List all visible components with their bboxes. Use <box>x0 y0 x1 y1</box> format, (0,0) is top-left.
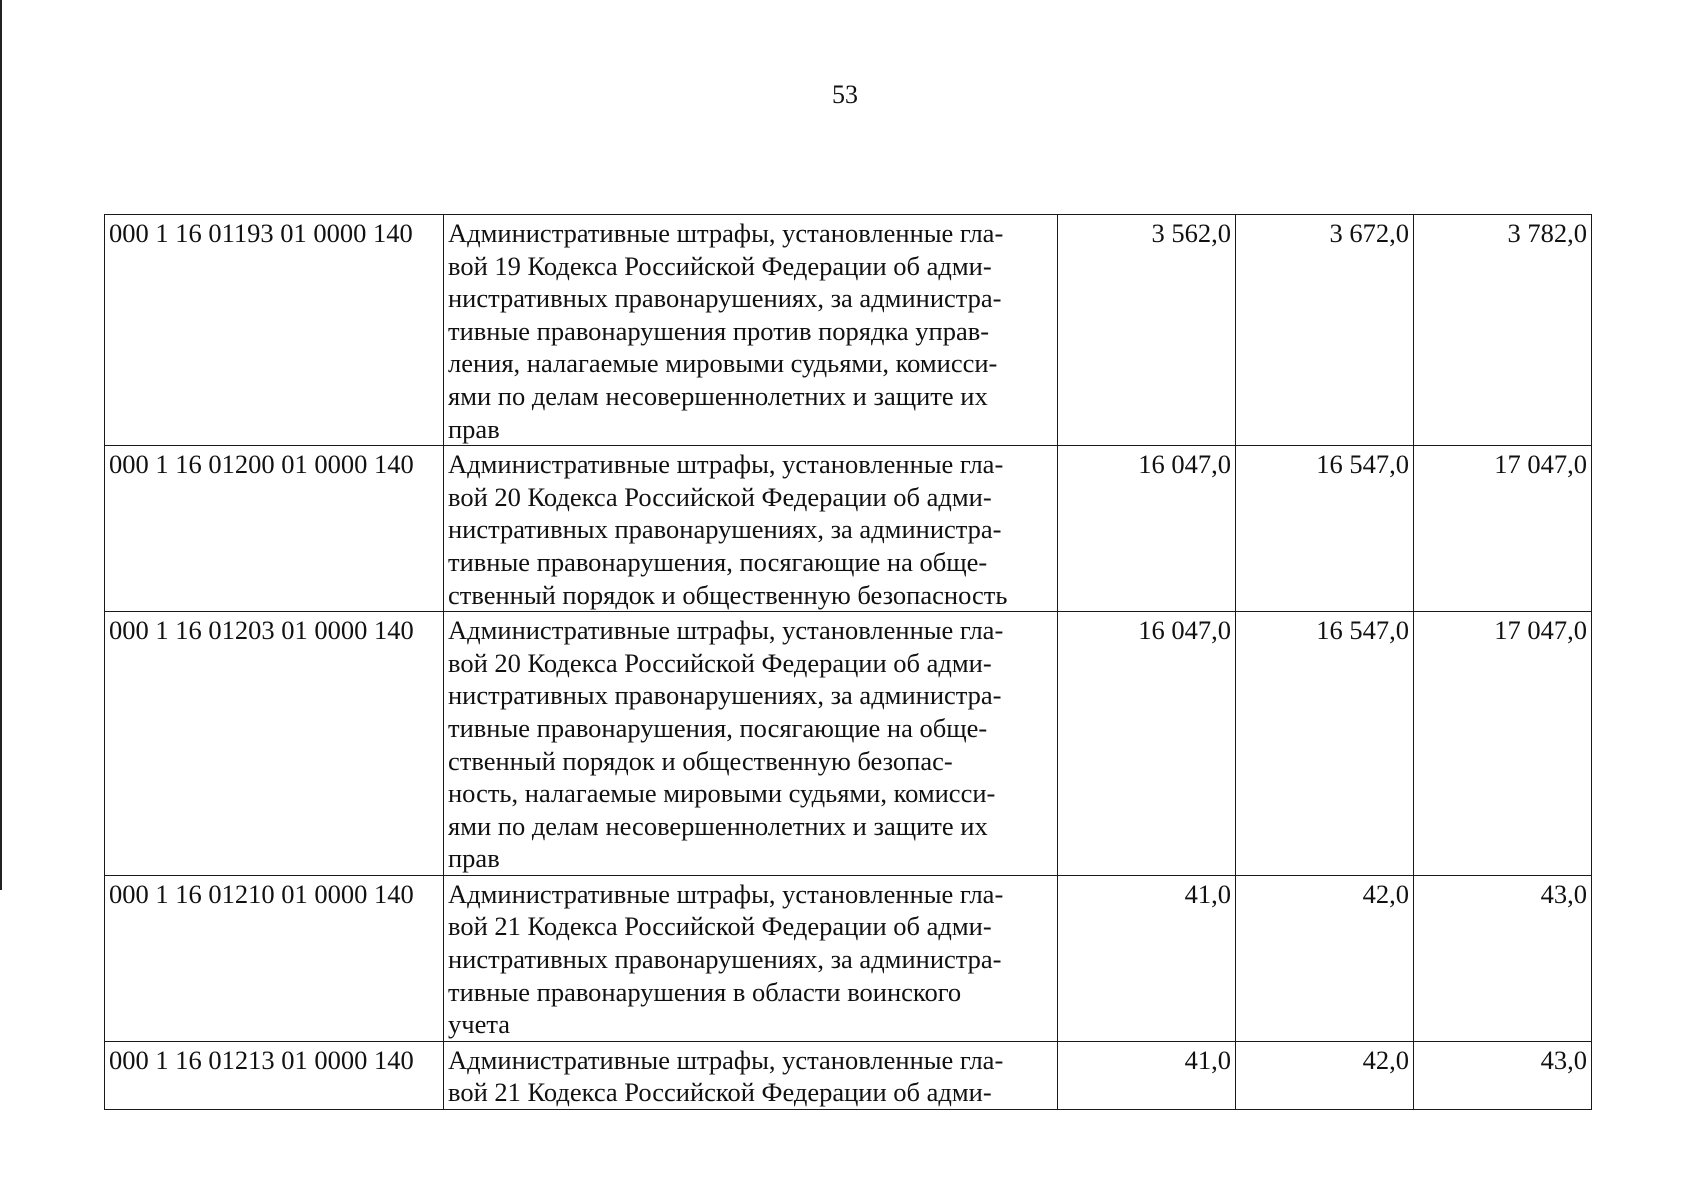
description-line: Административные штрафы, установленные гла- <box>448 1044 1004 1075</box>
budget-table <box>104 214 1592 1110</box>
value-cell-year-2: 42,0 <box>1236 875 1414 1041</box>
description-cell <box>444 1041 1058 1109</box>
description-line: тивные правонарушения против порядка управ- <box>448 315 990 346</box>
description-line: нистративных правонарушениях, за администра- <box>448 514 1002 545</box>
page-number: 53 <box>832 80 858 109</box>
value-cell-year-3: 17 047,0 <box>1414 612 1592 876</box>
table-row <box>105 446 1592 612</box>
description-line: учета <box>448 1009 511 1040</box>
description-line: нистративных правонарушениях, за администра- <box>448 680 1002 711</box>
description-line: ями по делам несовершеннолетних и защите их <box>448 810 988 841</box>
budget-code-cell: 000 1 16 01193 01 0000 140 <box>105 215 444 446</box>
value-cell-year-1: 16 047,0 <box>1058 446 1236 612</box>
value-cell-year-1: 41,0 <box>1058 875 1236 1041</box>
description-cell <box>444 875 1058 1041</box>
budget-code-cell: 000 1 16 01203 01 0000 140 <box>105 612 444 876</box>
description-line: ственный порядок и общественную безопас- <box>448 745 953 776</box>
value-cell-year-1: 3 562,0 <box>1058 215 1236 446</box>
description-line: вой 21 Кодекса Российской Федерации об адми- <box>448 1077 992 1108</box>
description-cell <box>444 612 1058 876</box>
description-line: Административные штрафы, установленные гла- <box>448 878 1004 909</box>
description-line: вой 20 Кодекса Российской Федерации об адми- <box>448 647 992 678</box>
description-line: Административные штрафы, установленные гла- <box>448 218 1004 248</box>
description-line: ления, налагаемые мировыми судьями, комисси- <box>448 348 998 379</box>
description-line: вой 19 Кодекса Российской Федерации об адми- <box>448 250 992 281</box>
table-row <box>105 215 1592 446</box>
budget-code-cell: 000 1 16 01213 01 0000 140 <box>105 1041 444 1109</box>
value-cell-year-3: 3 782,0 <box>1414 215 1592 446</box>
description-line: тивные правонарушения, посягающие на обще- <box>448 712 988 743</box>
budget-code-cell: 000 1 16 01200 01 0000 140 <box>105 446 444 612</box>
value-cell-year-1: 41,0 <box>1058 1041 1236 1109</box>
description-line: нистративных правонарушениях, за администра- <box>448 944 1002 975</box>
value-cell-year-2: 42,0 <box>1236 1041 1414 1109</box>
description-cell <box>444 446 1058 612</box>
table-row <box>105 1041 1592 1109</box>
value-cell-year-3: 43,0 <box>1414 1041 1592 1109</box>
table-row <box>105 875 1592 1041</box>
description-line: тивные правонарушения, посягающие на обще- <box>448 546 988 577</box>
description-line: ственный порядок и общественную безопасность <box>448 579 1008 610</box>
description-line: тивные правонарушения в области воинского <box>448 976 962 1007</box>
value-cell-year-2: 3 672,0 <box>1236 215 1414 446</box>
description-line: вой 20 Кодекса Российской Федерации об адми- <box>448 481 992 512</box>
budget-code-cell: 000 1 16 01210 01 0000 140 <box>105 875 444 1041</box>
description-line: нистративных правонарушениях, за администра- <box>448 283 1002 314</box>
scan-edge-line <box>0 0 2 890</box>
description-line: ями по делам несовершеннолетних и защите их <box>448 380 988 411</box>
description-cell <box>444 215 1058 446</box>
description-line: Административные штрафы, установленные гла- <box>448 615 1004 646</box>
value-cell-year-3: 17 047,0 <box>1414 446 1592 612</box>
value-cell-year-2: 16 547,0 <box>1236 446 1414 612</box>
value-cell-year-2: 16 547,0 <box>1236 612 1414 876</box>
value-cell-year-1: 16 047,0 <box>1058 612 1236 876</box>
description-line: ность, налагаемые мировыми судьями, комисси- <box>448 778 996 809</box>
table-row <box>105 612 1592 876</box>
description-line: Административные штрафы, установленные гла- <box>448 449 1004 480</box>
description-line: прав <box>448 413 500 444</box>
value-cell-year-3: 43,0 <box>1414 875 1592 1041</box>
description-line: вой 21 Кодекса Российской Федерации об адми- <box>448 911 992 942</box>
description-line: прав <box>448 843 500 874</box>
